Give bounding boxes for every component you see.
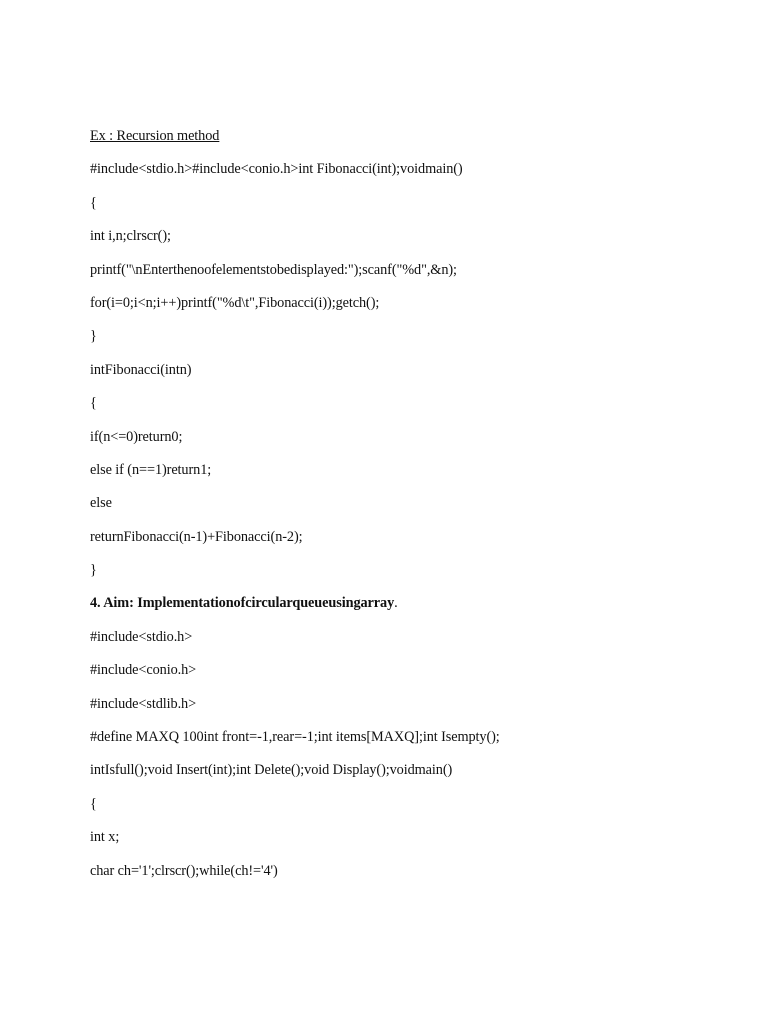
code-line: char ch='1';clrscr();while(ch!='4') [90,862,278,879]
code-line: returnFibonacci(n-1)+Fibonacci(n-2); [90,528,303,545]
code-line: } [90,562,97,579]
aim-heading-period: . [394,595,398,612]
code-line: int x; [90,829,120,846]
code-line: { [90,795,97,812]
code-line: #include<stdio.h> [90,628,193,645]
code-line: { [90,194,97,211]
code-line: intIsfull();void Insert(int);int Delete();void Display();voidmain() [90,762,453,779]
code-line: } [90,328,97,345]
code-line: else if (n==1)return1; [90,461,212,478]
document-body [90,124,730,892]
code-line: { [90,395,97,412]
code-line: for(i=0;i<n;i++)printf("%d\t",Fibonacci(i));getch(); [90,294,380,311]
aim-heading [90,591,730,624]
code-line: #include<conio.h> [90,662,197,679]
code-line: #define MAXQ 100int front=-1,rear=-1;int items[MAXQ];int Isempty(); [90,729,500,746]
code-line: int i,n;clrscr(); [90,228,171,245]
section-heading-recursion: Ex : Recursion method [90,128,220,144]
code-line: else [90,495,112,512]
code-line: if(n<=0)return0; [90,428,183,445]
code-line: #include<stdlib.h> [90,695,197,712]
code-line: printf("\nEnterthenoofelementstobedisplayed:");scanf("%d",&n); [90,261,457,278]
aim-heading-text: 4. Aim: Implementationofcircularqueueusingarray [90,595,395,612]
code-line: intFibonacci(intn) [90,361,192,378]
code-line: #include<stdio.h>#include<conio.h>int Fibonacci(int);voidmain() [90,161,463,178]
